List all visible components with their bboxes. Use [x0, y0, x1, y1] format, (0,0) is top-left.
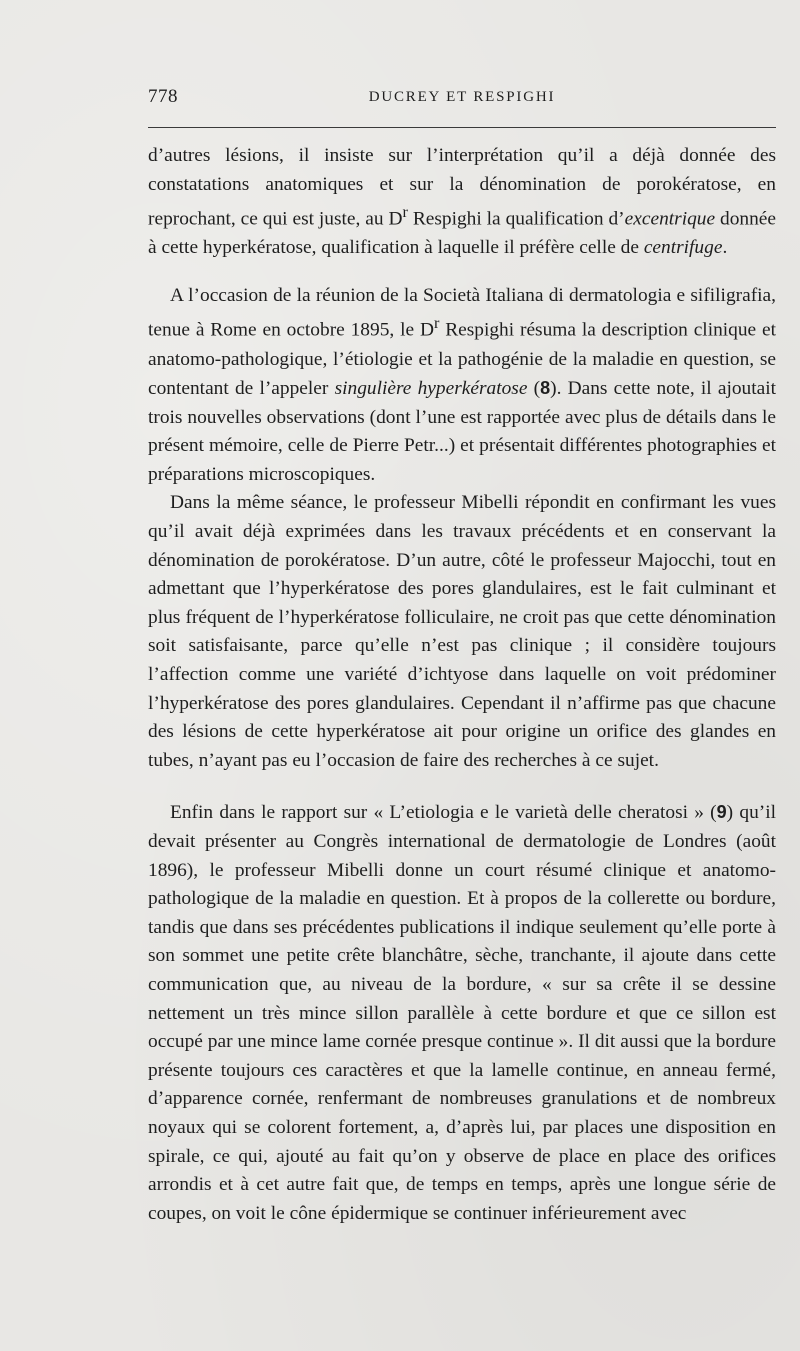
text-run: Respighi la qualification d’: [407, 208, 625, 230]
reference-number: 9: [716, 802, 727, 823]
text-run: d’autres lésions, il insiste sur l’interprétation qu’il a déjà donnée des constatations anatomiques et sur la dénomination de porokératose, en reprochant, ce qui est juste, au D: [148, 145, 776, 230]
page-header: [148, 86, 776, 116]
header-rule: [148, 127, 776, 128]
text-run: .: [722, 237, 728, 259]
superscript: r: [433, 315, 440, 333]
paragraph-1: [148, 142, 776, 263]
body-text: [148, 142, 776, 1228]
reference-number: 8: [540, 378, 551, 399]
text-run: ). Dans cette note, il ajoutait trois nouvelles observations (dont l’une est rapportée avec plus de détails dans le présent mémoire, celle de Pierre Petr...) et présentait différentes photographies et préparations microscopiques.: [148, 378, 776, 485]
paragraph-3: Dans la même séance, le professeur Mibelli répondit en confirmant les vues qu’il avait déjà exprimées dans les travaux précédents et en conservant la dénomination de porokératose. D’un autre, côté le professeur Majocchi, tout en admettant que l’hyperkératose des pores glandulaires, est le fait culminant et plus fréquent de l’hyperkératose folliculaire, ne croit pas que cette dénomination soit satisfaisante, parce qu’elle n’est pas clinique ; il considère toujours l’affection comme une variété d’ichtyose dans laquelle on voit prédominer l’hyperkératose des pores glandulaires. Cependant il n’affirme pas que chacune des lésions de cette hyperkératose ait pour origine un orifice des glandes en tubes, n’ayant pas eu l’occasion de faire des recherches à ce sujet.: [148, 492, 776, 771]
text-run: donnée à cette hyperkératose, qualification à laquelle il préfère celle de: [148, 208, 776, 259]
text-run: A l’occasion de la réunion de la Società Italiana di dermatologia e sifiligrafia, tenue à Rome en octobre 1895, le D: [148, 284, 776, 341]
text-run: (: [527, 378, 541, 400]
text-run: Enfin dans le rapport sur « L’etiologia e le varietà delle cheratosi » (: [170, 802, 717, 824]
running-head: DUCREY ET RESPIGHI: [368, 89, 556, 105]
italic-term: singulière hyperkératose: [334, 378, 528, 400]
paragraph-4: [148, 798, 776, 1228]
paragraph-2: [148, 282, 776, 490]
italic-term: centrifuge: [643, 237, 723, 259]
superscript: r: [402, 204, 408, 222]
text-run: ) qu’il devait présenter au Congrès international de dermatologie de Londres (août 1896), le professeur Mibelli donne un court résumé clinique et anatomo-pathologique de la maladie en question. Et à propos de la collerette ou bordure, tandis que dans ses précédentes publications il indique seulement qu’elle porte à son sommet une petite crête blanchâtre, sèche, tranchante, il ajoute dans cette communication que, au niveau de la bordure, « sur sa crête il se dessine nettement un très mince sillon parallèle à cette bordure et que ce sillon est occupé par une mince lame cornée presque continue ». Il dit aussi que la bordure présente toujours ces caractères et que la lamelle continue, en anneau fermé, d’apparence cornée, renfermant de nombreuses granulations et de nombreux noyaux qui se colorent fortement, a, d’après lui, par places une disposition en spirale, ce qui, ajouté au fait qu’on y observe de place en place des orifices arrondis et à cet autre fait que, de temps en temps, après une longue série de coupes, on voit le cône épidermique se continuer inférieurement avec: [148, 802, 776, 1224]
text-run: Respighi résuma la description clinique et anatomo-pathologique, l’étiologie et la pathogénie de la maladie en question, se contentant de l’appeler: [148, 319, 777, 400]
italic-term: excentrique: [624, 208, 716, 230]
page-number: 778: [148, 86, 178, 107]
